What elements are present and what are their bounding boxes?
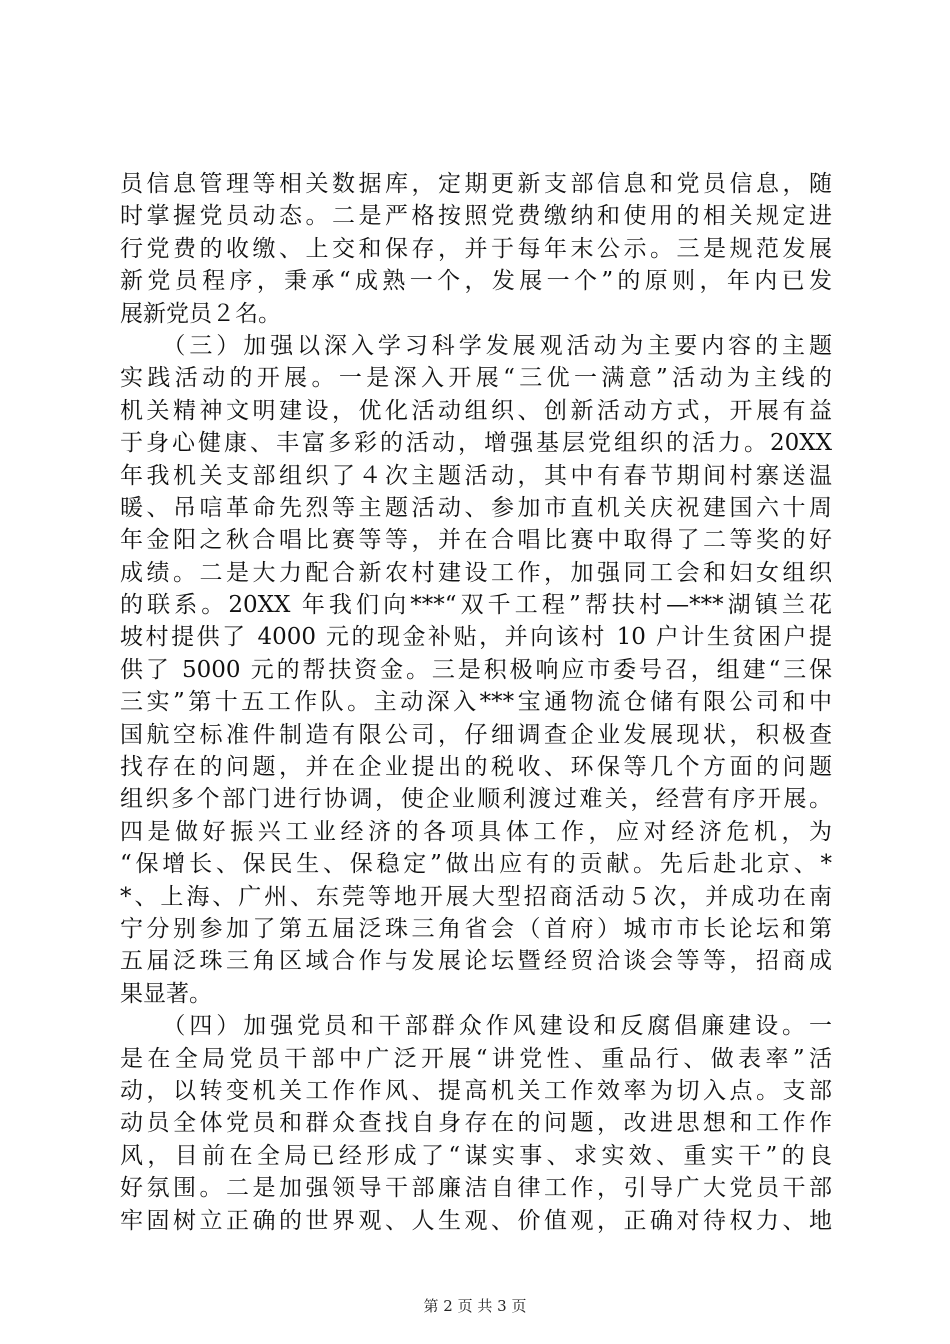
text-line: 机关精神文明建设，优化活动组织、创新活动方式，开展有益: [120, 397, 832, 424]
text-line: 国航空标准件制造有限公司，仔细调查企业发展现状，积极查: [120, 721, 832, 748]
text-line: 动，以转变机关工作作风、提高机关工作效率为切入点。支部: [120, 1077, 832, 1104]
text-line: 暖、吊唁革命先烈等主题活动、参加市直机关庆祝建国六十周: [120, 494, 832, 521]
text-line: 宁分别参加了第五届泛珠三角省会（首府）城市市长论坛和第: [120, 915, 832, 942]
text-line: *、上海、广州、东莞等地开展大型招商活动５次，并成功在南: [120, 883, 832, 910]
text-line: 新党员程序，秉承“成熟一个，发展一个”的原则，年内已发: [120, 268, 832, 295]
text-line: 行党费的收缴、上交和保存，并于每年末公示。三是规范发展: [120, 235, 832, 262]
text-line: 是在全局党员干部中广泛开展“讲党性、重品行、做表率”活: [120, 1045, 832, 1072]
text-line: 五届泛珠三角区域合作与发展论坛暨经贸洽谈会等等，招商成: [120, 948, 832, 975]
text-line: 供了 5000 元的帮扶资金。三是积极响应市委号召，组建“三保: [120, 656, 832, 683]
text-line: 风，目前在全局已经形成了“谋实事、求实效、重实干”的良: [120, 1142, 832, 1169]
text-line: （三）加强以深入学习科学发展观活动为主要内容的主题: [120, 332, 832, 359]
text-line: 的联系。20XX 年我们向***“双千工程”帮扶村—***湖镇兰花: [120, 592, 832, 619]
body-text: [120, 168, 832, 1237]
text-line: 找存在的问题，并在企业提出的税收、环保等几个方面的问题: [120, 754, 832, 781]
text-line: 员信息管理等相关数据库，定期更新支部信息和党员信息，随: [120, 171, 832, 197]
text-line: 果显著。: [120, 980, 212, 1007]
text-line: “保增长、保民生、保稳定”做出应有的贡献。先后赴北京、*: [120, 851, 832, 878]
text-line: （四）加强党员和干部群众作风建设和反腐倡廉建设。一: [120, 1013, 832, 1040]
text-line: 四是做好振兴工业经济的各项具体工作，应对经济危机，为: [120, 818, 832, 845]
text-line: 年我机关支部组织了４次主题活动，其中有春节期间村寨送温: [120, 462, 832, 489]
text-line: 好氛围。二是加强领导干部廉洁自律工作，引导广大党员干部: [120, 1175, 832, 1202]
page-footer: 第 2 页 共 3 页: [423, 1297, 527, 1315]
text-line: 牢固树立正确的世界观、人生观、价值观，正确对待权力、地: [120, 1207, 832, 1234]
text-line: 展新党员２名。: [120, 300, 281, 327]
text-line: 时掌握党员动态。二是严格按照党费缴纳和使用的相关规定进: [120, 203, 832, 230]
text-line: 组织多个部门进行协调，使企业顺利渡过难关，经营有序开展。: [120, 786, 832, 813]
text-line: 成绩。二是大力配合新农村建设工作，加强同工会和妇女组织: [120, 559, 832, 586]
text-line: 坡村提供了 4000 元的现金补贴，并向该村 10 户计生贫困户提: [120, 624, 832, 651]
text-line: 实践活动的开展。一是深入开展“三优一满意”活动为主线的: [120, 365, 832, 392]
text-line: 动员全体党员和群众查找自身存在的问题，改进思想和工作作: [120, 1110, 832, 1137]
text-line: 三实”第十五工作队。主动深入***宝通物流仓储有限公司和中: [120, 689, 832, 716]
text-line: 于身心健康、丰富多彩的活动，增强基层党组织的活力。20XX: [120, 430, 832, 457]
text-line: 年金阳之秋合唱比赛等等，并在合唱比赛中取得了二等奖的好: [120, 527, 832, 554]
